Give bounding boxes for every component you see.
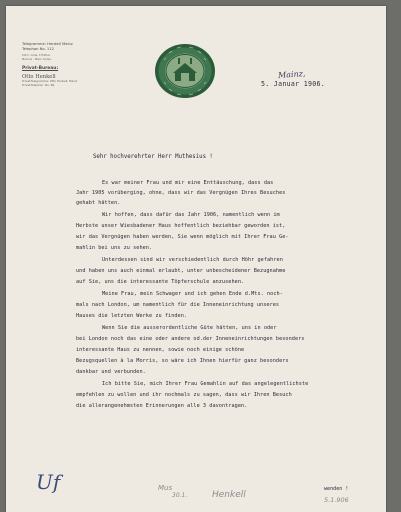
letterhead-bureau: Privat-Bureau:: [22, 66, 59, 72]
letter-body-line: Hauses die letzten Werke zu finden.: [76, 313, 188, 319]
letter-body-line: Ich bitte Sie, mich Ihrer Frau Gemahlin auf das angelegentlichste: [102, 381, 309, 387]
letterhead: [22, 42, 142, 88]
pencil-note: 30.1.: [172, 492, 188, 499]
letter-body-line: Unterdessen sind wir verschiedentlich durch Höhr gefahren: [102, 257, 283, 263]
page-turn-marker: wenden !: [324, 486, 349, 492]
letter-body-line: Bezugsquellen à la Morris, so wäre ich Ihnen hierfür ganz besonders: [76, 358, 289, 364]
pencil-note: Henkell: [212, 490, 246, 500]
letterhead-address-line: Privat-Telephon: No. 66.: [22, 82, 56, 87]
letterhead-telegram: Telegramme: Henkell Mainz: [22, 42, 73, 46]
letter-body-line: interessante Haus zu nennen, sowie noch einige schöne: [76, 347, 245, 353]
letter-body-line: bei London noch das eine oder andere od.der Inneneinrichtungen besonders: [76, 336, 305, 342]
letter-date: 5. Januar 1906.: [261, 80, 326, 88]
letter-body-line: Jahr 1905 vorüberging, ohne, dass wir das Vergnügen Ihres Besuches: [76, 190, 286, 196]
letterhead-code-line: K.B.C. Code, 4 Edition: [22, 54, 51, 57]
handwritten-initials: Uf: [36, 470, 61, 494]
letter-body-line: Es war meiner Frau und mir eine Enttäuschung, dass das: [102, 180, 274, 186]
letter-body-line: und haben uns auch einmal erlaubt, unter unbescheidener Bezugnahme: [76, 268, 286, 274]
letter-body-line: die allerangenehmsten Erinnerungen alle 3 davontragen.: [76, 403, 248, 409]
pencil-note: Mus: [158, 484, 173, 492]
letter-body-line: empfehlen zu wollen und ihr nochmals zu sagen, dass wir Ihren Besuch: [76, 392, 292, 398]
pencil-reference-number: 5.1.906: [324, 496, 349, 504]
letter-body-line: mals nach London, um namentlich für die Inneneinrichtung unseres: [76, 302, 280, 308]
letter-body-line: Wenn Sie die ausserordentliche Güte hätten, uns in oder: [102, 325, 277, 331]
letterhead-name: Otto Henkell: [22, 74, 56, 81]
letterhead-codes: [22, 54, 142, 61]
letterhead-code-line: Marconi - Mann Codes.: [22, 57, 52, 61]
letter-body-line: Wir hoffen, dass dafür das Jahr 1906, namentlich wenn im: [102, 212, 280, 218]
letter-place: Mainz,: [277, 69, 306, 80]
letter-body-line: Meine Frau, mein Schwager und ich gehen Ende d.Mts. noch-: [102, 291, 283, 297]
letter-body-line: Herbste unser Wiesbadener Haus hoffentlich beziehbar geworden ist,: [76, 223, 286, 229]
letter-body-line: mahlin bei uns zu sehen.: [76, 245, 153, 251]
letter-body-line: dankbar und verbunden.: [76, 369, 146, 375]
letterhead-telephone: Telephon No. 112: [22, 47, 54, 51]
letter-sheet: [6, 6, 386, 512]
letterhead-address: [22, 80, 142, 88]
letter-body-line: auf Sie, uns die interessante Töpferschule anzusehen.: [76, 279, 245, 285]
letter-body-line: wir das Vergnügen haben werden, Sie wenn möglich mit Ihrer Frau Ge-: [76, 234, 289, 240]
letter-greeting: Sehr hochverehrter Herr Muthesius !: [93, 154, 213, 160]
letterhead-address-line: Privat-Telegramme: Otto Henkell, Mainz: [22, 79, 78, 84]
green-seal-emblem: [152, 42, 218, 100]
letter-body-line: gehabt hätten.: [76, 200, 121, 206]
